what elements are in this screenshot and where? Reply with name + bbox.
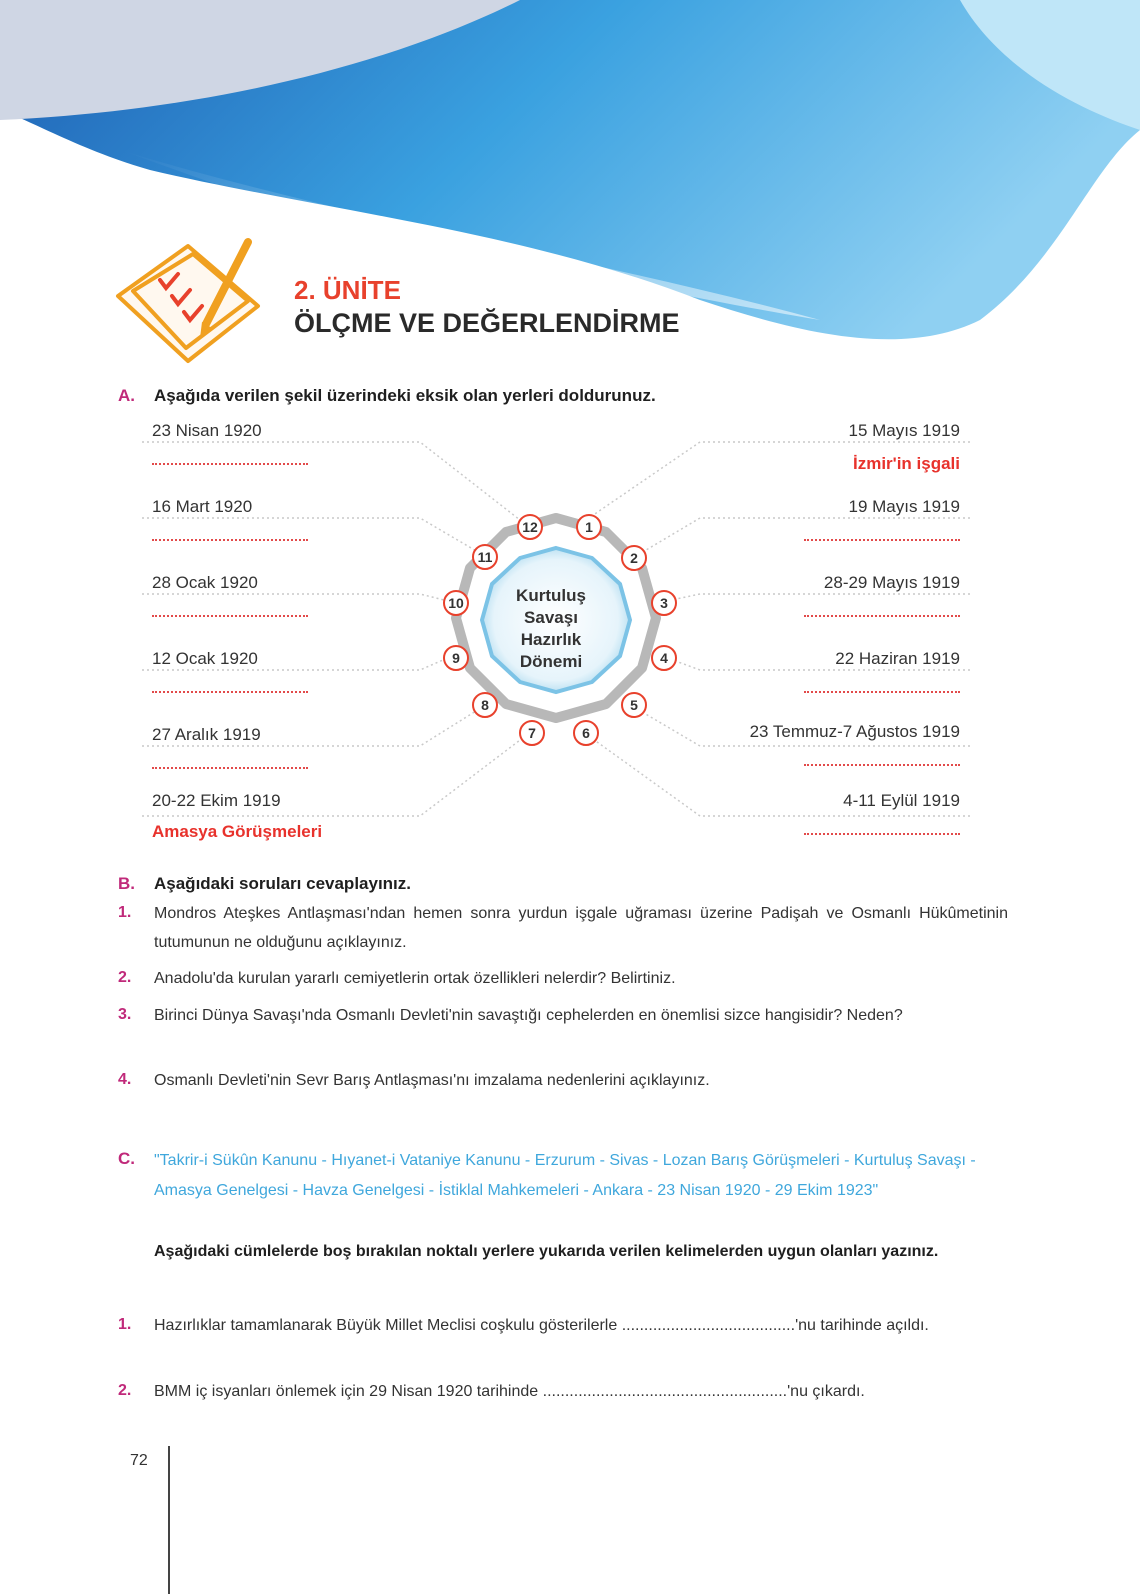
left-blank-5[interactable] (152, 767, 308, 769)
ring-number: 9 (452, 650, 460, 666)
fill-item-number: 2. (118, 1382, 132, 1399)
right-date-1: 15 Mayıs 1919 (848, 421, 960, 440)
left-date-2: 16 Mart 1920 (152, 497, 253, 516)
left-date-5: 27 Aralık 1919 (152, 725, 261, 744)
ring-number: 1 (585, 519, 593, 535)
unit-label: 2. ÜNİTE (294, 275, 401, 305)
left-date-1: 23 Nisan 1920 (152, 421, 262, 440)
ring-number: 12 (522, 519, 538, 535)
checklist-icon (108, 236, 268, 366)
page-rule (168, 1446, 170, 1594)
section-b-heading: Aşağıdaki soruları cevaplayınız. (154, 874, 412, 893)
hub-line: Kurtuluş (516, 586, 586, 605)
right-blank-6[interactable] (804, 833, 960, 835)
ring-number: 7 (528, 725, 536, 741)
right-blank-4[interactable] (804, 691, 960, 693)
hub-title (496, 585, 606, 673)
left-date-3: 28 Ocak 1920 (152, 573, 258, 592)
section-a-heading: Aşağıda verilen şekil üzerindeki eksik olan yerleri doldurunuz. (154, 386, 656, 405)
page-number: 72 (130, 1452, 148, 1469)
question-number: 4. (118, 1071, 132, 1088)
hub-line: Hazırlık (520, 630, 582, 649)
right-date-6: 4-11 Eylül 1919 (843, 791, 960, 810)
section-a-letter: A. (118, 386, 135, 405)
right-date-5: 23 Temmuz-7 Ağustos 1919 (749, 722, 960, 741)
left-answer-6: Amasya Görüşmeleri (152, 822, 323, 841)
section-c-instruction: Aşağıdaki cümlelerde boş bırakılan noktalı yerlere yukarıda verilen kelimelerden uygun olanları yazınız. (154, 1243, 939, 1260)
ring-number: 2 (630, 550, 638, 566)
question-text: Birinci Dünya Savaşı'nda Osmanlı Devleti'nin savaştığı cephelerden en önemlisi sizce hangisidir? Neden? (154, 1007, 903, 1024)
fill-item-text[interactable]: Hazırlıklar tamamlanarak Büyük Millet Meclisi coşkulu gösterilerle .......................................'nu tarihinde açıldı. (154, 1317, 929, 1334)
left-blank-1[interactable] (152, 463, 308, 465)
ring-number: 3 (660, 595, 668, 611)
hub-line: Savaşı (524, 608, 578, 627)
question-number: 1. (118, 904, 132, 921)
right-blank-2[interactable] (804, 539, 960, 541)
ring-number: 6 (582, 725, 590, 741)
question-number: 2. (118, 969, 132, 986)
left-blank-2[interactable] (152, 539, 308, 541)
question-text: Anadolu'da kurulan yararlı cemiyetlerin ortak özellikleri nelerdir? Belirtiniz. (154, 970, 676, 987)
left-date-6: 20-22 Ekim 1919 (152, 791, 281, 810)
question-number: 3. (118, 1006, 132, 1023)
right-date-4: 22 Haziran 1919 (835, 649, 960, 668)
hub-line: Dönemi (519, 652, 583, 671)
ring-number: 8 (481, 697, 489, 713)
question-text: Mondros Ateşkes Antlaşması'ndan hemen sonra yurdun işgale uğraması üzerine Padişah ve Osmanlı Hükûmetinin tutumunun ne olduğunu açıklayınız. (154, 905, 1008, 951)
ring-number: 4 (660, 650, 668, 666)
right-date-2: 19 Mayıs 1919 (848, 497, 960, 516)
left-blank-4[interactable] (152, 691, 308, 693)
right-blank-5[interactable] (804, 764, 960, 766)
ring-number: 11 (477, 549, 493, 565)
section-c-letter: C. (118, 1149, 135, 1168)
fill-item-number: 1. (118, 1316, 132, 1333)
right-date-3: 28-29 Mayıs 1919 (823, 573, 960, 592)
question-text: Osmanlı Devleti'nin Sevr Barış Antlaşması'nı imzalama nedenlerini açıklayınız. (154, 1072, 710, 1089)
section-b-letter: B. (118, 874, 135, 893)
right-blank-3[interactable] (804, 615, 960, 617)
word-list: "Takrir-i Sükûn Kanunu - Hıyanet-i Vataniye Kanunu - Erzurum - Sivas - Lozan Barış Görüşmeleri - Kurtuluş Savaşı - Amasya Genelgesi - Havza Genelgesi - İstiklal Mahkemeleri - Ankara - 23 Nisan 1920 - 29 Ekim 1923" (154, 1152, 976, 1199)
unit-title: ÖLÇME VE DEĞERLENDİRME (294, 308, 680, 338)
fill-item-text[interactable]: BMM iç isyanları önlemek için 29 Nisan 1920 tarihinde .......................................................'nu çıkardı. (154, 1383, 865, 1400)
ring-number: 10 (448, 595, 464, 611)
left-date-4: 12 Ocak 1920 (152, 649, 258, 668)
right-answer-1: İzmir'in işgali (852, 454, 960, 473)
ring-number: 5 (630, 697, 638, 713)
left-blank-3[interactable] (152, 615, 308, 617)
